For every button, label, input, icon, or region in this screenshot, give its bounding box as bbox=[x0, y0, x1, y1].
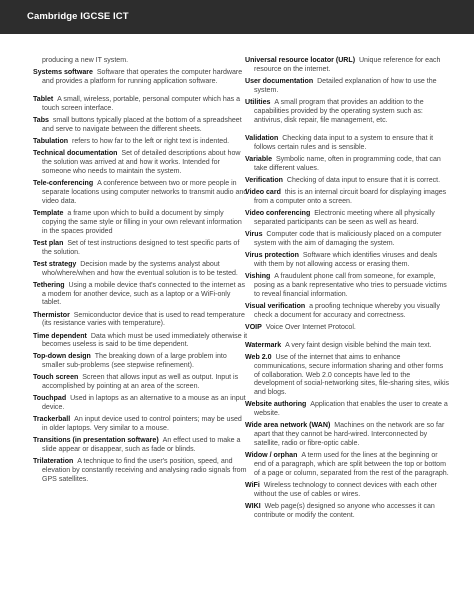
glossary-definition: Software which identifies viruses and deals with them by not allowing access or erasing them. bbox=[254, 251, 438, 268]
page-header bbox=[0, 0, 474, 34]
glossary-term: Validation bbox=[245, 134, 279, 142]
glossary-definition: A very faint design visible behind the main text. bbox=[285, 341, 432, 349]
glossary-term: Touchpad bbox=[33, 395, 67, 403]
glossary-entry bbox=[245, 342, 450, 351]
glossary-entry bbox=[245, 135, 450, 153]
glossary-definition: Decision made by the systems analyst about who/where/when and how the eventual solution is to be tested. bbox=[42, 260, 238, 277]
glossary-definition: Using a mobile device that's connected to the internet as a modem for another device, such as a laptop or a WiFi-only tablet. bbox=[42, 281, 245, 307]
glossary-definition: Detailed explanation of how to use the system. bbox=[254, 77, 437, 94]
glossary-term: Tele-conferencing bbox=[33, 180, 94, 188]
glossary-term: Template bbox=[33, 209, 64, 217]
glossary-entry bbox=[33, 312, 248, 330]
glossary-definition: An effect used to make a slide appear or disappear, such as fade or blinds. bbox=[42, 437, 241, 454]
glossary-term: WiFi bbox=[245, 482, 260, 490]
glossary-definition: Used in laptops as an alternative to a mouse as an input device. bbox=[42, 395, 246, 412]
glossary-term: Virus protection bbox=[245, 251, 299, 259]
glossary-term: Web 2.0 bbox=[245, 353, 272, 361]
glossary-definition: a frame upon which to build a document by simply copying the same style or filling in your own relevant information in the spaces provided bbox=[42, 209, 242, 235]
glossary-entry bbox=[245, 252, 450, 270]
glossary-term: Touch screen bbox=[33, 374, 79, 382]
glossary-term: VOIP bbox=[245, 323, 262, 331]
glossary-definition: A conference between two or more people in separate locations using computer networks to transmit audio and video data. bbox=[42, 180, 248, 205]
glossary-definition: Voice Over Internet Protocol. bbox=[265, 323, 356, 331]
glossary-definition: Computer code that is maliciously placed on a computer system with the aim of damaging the system. bbox=[254, 230, 442, 247]
glossary-term: Widow / orphan bbox=[245, 452, 298, 460]
glossary-term: Variable bbox=[245, 155, 273, 163]
glossary-definition: Set of detailed descriptions about how the solution was arrived at and how it works. Intended for someone who needs to maintain the system. bbox=[42, 150, 241, 175]
glossary-entry bbox=[33, 374, 248, 392]
glossary-term: Trackerball bbox=[33, 416, 71, 424]
glossary-definition: Use of the internet that aims to enhance communications, secure information sharing and other forms of collaboration. Web 2.0 concepts have led to the development of social-networking sites, file-sharing sites, wikis and blogs. bbox=[254, 353, 450, 397]
glossary-term: Tabulation bbox=[33, 138, 69, 146]
glossary-term: Visual verification bbox=[245, 302, 306, 310]
glossary-definition: small buttons typically placed at the bottom of a spreadsheet and serve to navigate between the different sheets. bbox=[42, 117, 242, 133]
glossary-definition: Checking data input to a system to ensure that it follows certain rules and is sensible. bbox=[254, 134, 434, 151]
glossary-definition: Set of test instructions designed to test specific parts of the solution. bbox=[42, 239, 240, 256]
glossary-definition: The breaking down of a large problem into smaller sub-problems (see stepwise refinement). bbox=[42, 353, 227, 370]
glossary-right-column bbox=[245, 57, 450, 524]
glossary-entry bbox=[33, 180, 248, 207]
glossary-definition: Web page(s) designed so anyone who accesses it can contribute or modify the content. bbox=[254, 503, 435, 519]
glossary-term: Vishing bbox=[245, 272, 271, 280]
glossary-entry bbox=[245, 189, 450, 207]
glossary-entry bbox=[245, 99, 450, 126]
glossary-entry bbox=[33, 117, 248, 135]
glossary-term: Website authoring bbox=[245, 401, 307, 409]
glossary-entry bbox=[245, 303, 450, 321]
glossary-term: Tethering bbox=[33, 281, 65, 289]
glossary-term: Utilities bbox=[245, 98, 271, 106]
glossary-entry bbox=[245, 324, 450, 333]
glossary-term: Technical documentation bbox=[33, 150, 118, 158]
glossary-definition: Electronic meeting where all physically separated participants can be seen as well as heard. bbox=[254, 209, 435, 226]
glossary-definition: Wireless technology to connect devices with each other without the use of cables or wires. bbox=[254, 482, 437, 498]
glossary-definition: producing a new IT system. bbox=[42, 57, 129, 64]
glossary-definition: A small, wireless, portable, personal computer which has a touch screen interface. bbox=[42, 96, 241, 112]
glossary-term: Verification bbox=[245, 176, 283, 184]
glossary-entry bbox=[33, 437, 248, 455]
glossary-entry bbox=[33, 395, 248, 413]
glossary-definition: An input device used to control pointers; may be used in older laptops. Very similar to a mouse. bbox=[42, 416, 242, 433]
glossary-definition: A small program that provides an addition to the capabilities provided by the operating system such as: antivirus, disk repair, file management, etc. bbox=[254, 98, 424, 124]
glossary-definition: Application that enables the user to create a website. bbox=[254, 401, 448, 418]
glossary-term: Tabs bbox=[33, 117, 49, 125]
glossary-entry bbox=[245, 156, 450, 174]
glossary-definition: a proofing technique whereby you visually check a document for accuracy and correctness. bbox=[254, 302, 440, 319]
glossary-entry bbox=[33, 416, 248, 434]
glossary-term: Thermistor bbox=[33, 311, 70, 319]
glossary-entry bbox=[245, 422, 450, 449]
glossary-definition: Screen that allows input as well as output. Input is accomplished by pointing at an area of the screen. bbox=[42, 374, 239, 391]
glossary-definition: this is an internal circuit board for displaying images from a computer onto a screen. bbox=[254, 188, 447, 205]
glossary-term: Trilateration bbox=[33, 458, 74, 466]
glossary-term: Test strategy bbox=[33, 260, 77, 268]
glossary-term: WIKI bbox=[245, 503, 261, 511]
glossary-definition: Unique reference for each resource on the internet. bbox=[254, 57, 441, 73]
glossary-entry bbox=[245, 57, 450, 75]
glossary-entry bbox=[245, 354, 450, 398]
glossary-entry bbox=[245, 273, 450, 300]
header-title: Cambridge IGCSE ICT bbox=[27, 11, 129, 22]
glossary-entry bbox=[33, 150, 248, 177]
glossary-entry bbox=[33, 240, 248, 258]
glossary-term: Time dependent bbox=[33, 332, 87, 340]
glossary-term: User documentation bbox=[245, 77, 314, 85]
glossary-term: Virus bbox=[245, 230, 263, 238]
glossary-definition: Machines on the network are so far apart that they cannot be hard-wired. Interconnected by satellite, radio or fibre-optic cable. bbox=[254, 422, 445, 448]
glossary-term: Test plan bbox=[33, 239, 64, 247]
glossary-entry bbox=[245, 210, 450, 228]
glossary-term: Systems software bbox=[33, 69, 93, 77]
glossary-entry bbox=[33, 210, 248, 237]
glossary-entry bbox=[33, 261, 248, 279]
glossary-definition: Checking of data input to ensure that it is correct. bbox=[286, 176, 441, 184]
glossary-entry bbox=[245, 78, 450, 96]
glossary-entry bbox=[33, 57, 248, 66]
glossary-entry bbox=[33, 333, 248, 351]
glossary-term: Video conferencing bbox=[245, 209, 311, 217]
glossary-entry bbox=[33, 96, 248, 114]
glossary-term: Watermark bbox=[245, 341, 282, 349]
glossary-entry bbox=[33, 353, 248, 371]
glossary-definition: Semiconductor device that is used to read temperature (its resistance varies with temperature). bbox=[42, 311, 245, 328]
glossary-definition: Symbolic name, often in programming code, that can take different values. bbox=[254, 155, 441, 172]
glossary-entry bbox=[245, 401, 450, 419]
glossary-entry bbox=[33, 138, 248, 147]
glossary-term: Tablet bbox=[33, 96, 54, 104]
glossary-entry bbox=[245, 482, 450, 500]
glossary-entry bbox=[245, 177, 450, 186]
glossary-definition: refers to how far to the left or right text is indented. bbox=[72, 138, 230, 146]
glossary-term: Top-down design bbox=[33, 353, 91, 361]
glossary-term: Transitions (in presentation software) bbox=[33, 437, 159, 445]
glossary-definition: A term used for the lines at the beginning or end of a paragraph, which are split between the top or bottom of a page or column, separated from the rest of the paragraph. bbox=[254, 452, 449, 477]
glossary-definition: A technique to find the user's position, speed, and elevation by constantly receiving and analysing radio signals from GPS satellites. bbox=[42, 458, 247, 484]
glossary-term: Wide area network (WAN) bbox=[245, 422, 331, 430]
glossary-left-column bbox=[33, 57, 248, 488]
glossary-definition: A fraudulent phone call from someone, for example, posing as a bank representative who tries to persuade victims to reveal financial information. bbox=[254, 272, 447, 298]
glossary-entry bbox=[245, 503, 450, 521]
glossary-definition: Data which must be used immediately otherwise it becomes useless is said to be time dependent. bbox=[42, 332, 248, 349]
glossary-entry bbox=[245, 452, 450, 479]
glossary-term: Universal resource locator (URL) bbox=[245, 57, 356, 64]
glossary-term: Video card bbox=[245, 188, 281, 196]
glossary-entry bbox=[33, 69, 248, 87]
glossary-definition: Software that operates the computer hardware and provides a platform for running application software. bbox=[42, 69, 243, 85]
glossary-entry bbox=[33, 458, 248, 485]
glossary-entry bbox=[245, 231, 450, 249]
glossary-entry bbox=[33, 282, 248, 309]
